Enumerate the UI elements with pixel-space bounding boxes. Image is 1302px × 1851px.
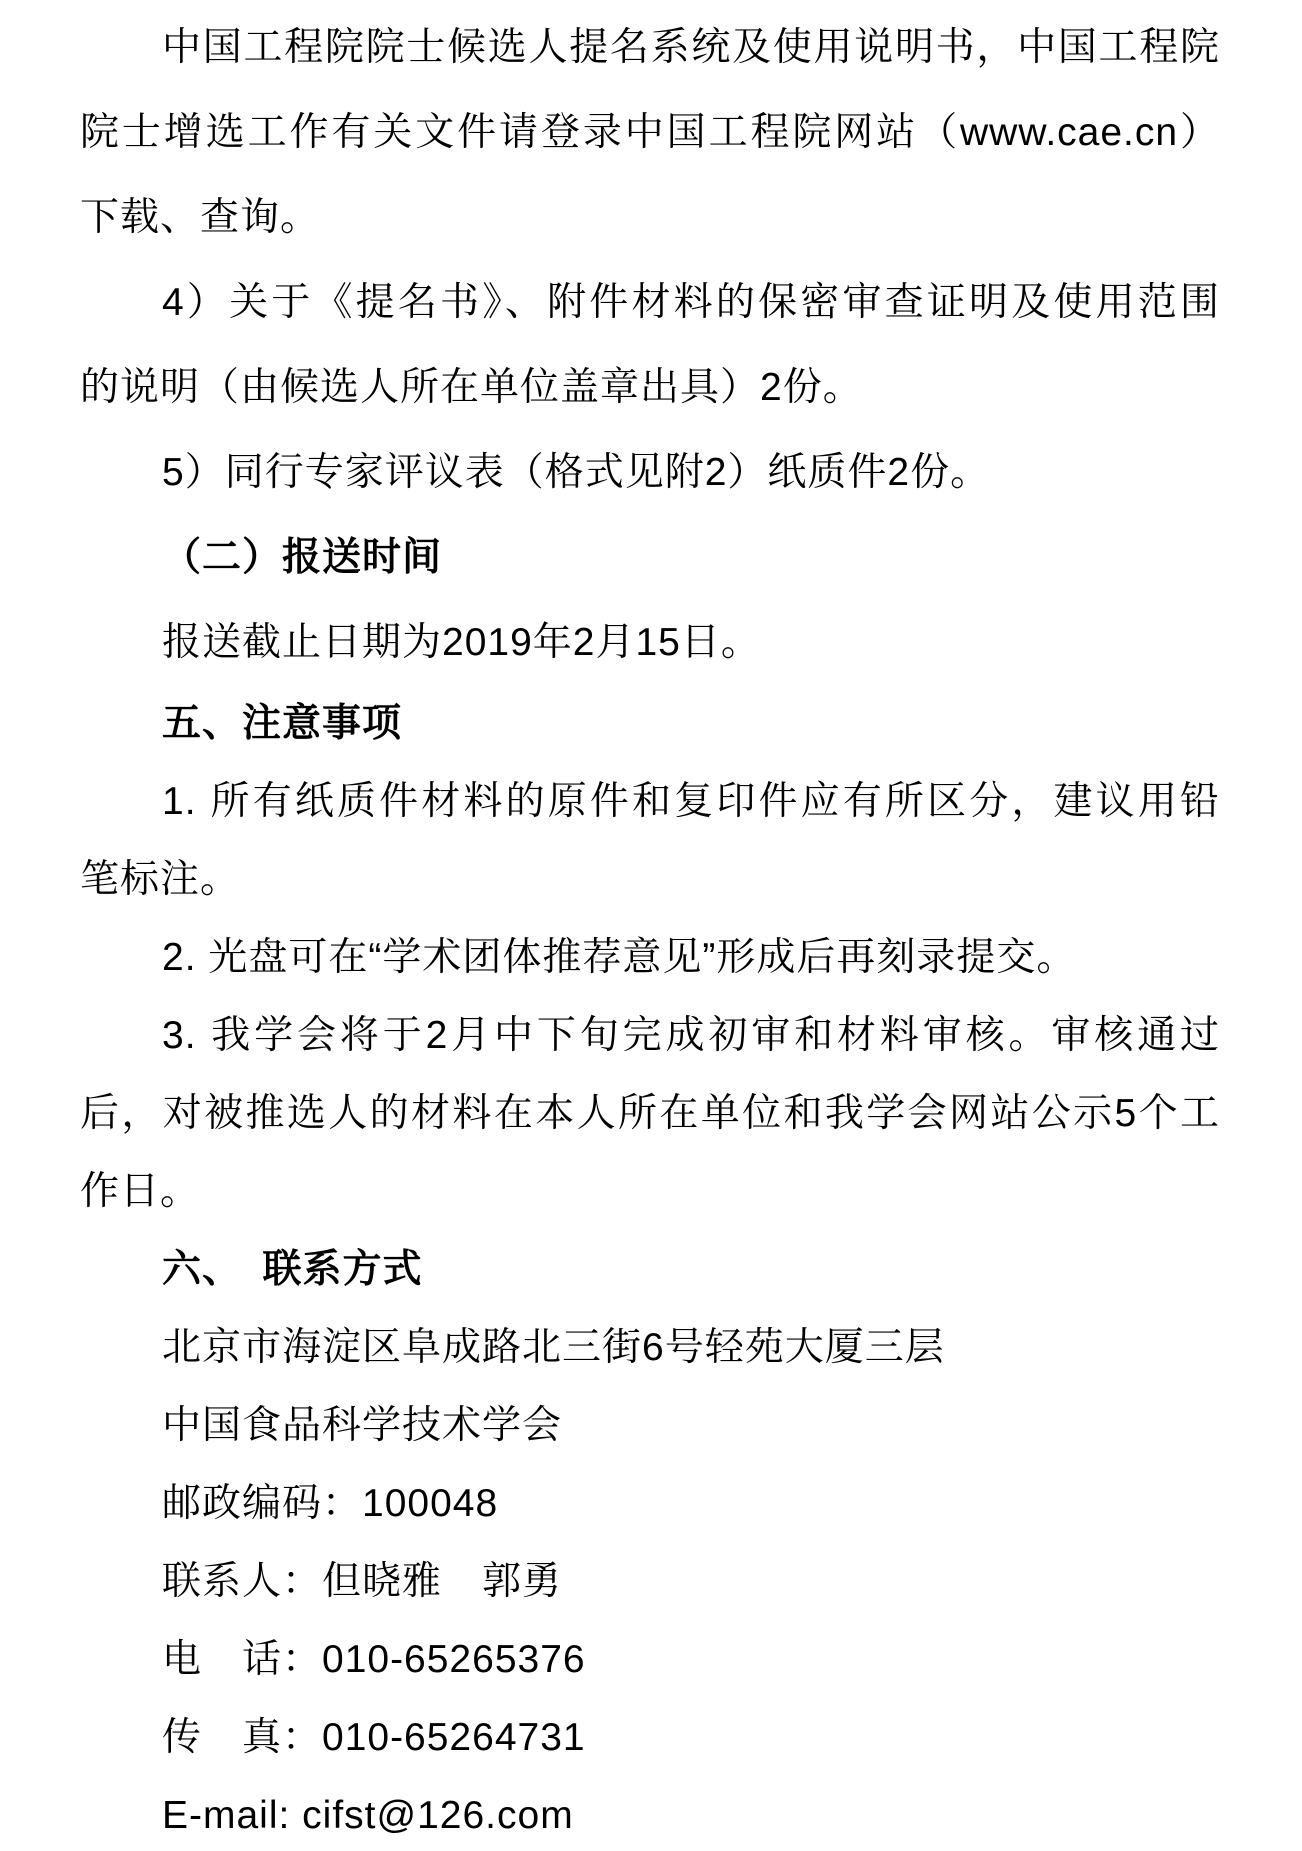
text-line: 后，对被推选人的材料在本人所在单位和我学会网站公示5个工 (80, 1092, 1220, 1135)
contact-organization: 中国食品科学技术学会 (162, 1404, 563, 1447)
heading-submission-time: （二）报送时间 (162, 536, 443, 579)
contact-address: 北京市海淀区阜成路北三街6号轻苑大厦三层 (162, 1326, 945, 1369)
contact-phone: 电 话：010-65265376 (162, 1638, 586, 1681)
note-item-3: 3. 我学会将于2月中下旬完成初审和材料审核。审核通过 (162, 1014, 1220, 1057)
text-line: 院士增选工作有关文件请登录中国工程院网站（www.cae.cn） (80, 111, 1220, 154)
heading-contact: 六、 联系方式 (162, 1248, 423, 1291)
heading-notes: 五、注意事项 (162, 702, 403, 745)
text-line: 的说明（由候选人所在单位盖章出具）2份。 (80, 366, 863, 409)
contact-person: 联系人：但晓雅 郭勇 (162, 1560, 563, 1603)
contact-postal-code: 邮政编码：100048 (162, 1482, 499, 1525)
list-item-4: 4）关于《提名书》、附件材料的保密审查证明及使用范围 (162, 281, 1220, 324)
contact-fax: 传 真：010-65264731 (162, 1716, 586, 1759)
contact-email: E-mail: cifst@126.com (162, 1794, 574, 1837)
text-line: 笔标注。 (80, 858, 241, 901)
note-item-1: 1. 所有纸质件材料的原件和复印件应有所区分，建议用铅 (162, 780, 1220, 823)
text-line: 中国工程院院士候选人提名系统及使用说明书，中国工程院 (162, 26, 1220, 69)
submission-deadline: 报送截止日期为2019年2月15日。 (162, 621, 761, 664)
text-line: 作日。 (80, 1170, 201, 1213)
text-line: 下载、查询。 (80, 196, 321, 239)
list-item-5: 5）同行专家评议表（格式见附2）纸质件2份。 (162, 451, 991, 494)
note-item-2: 2. 光盘可在“学术团体推荐意见”形成后再刻录提交。 (162, 936, 1077, 979)
